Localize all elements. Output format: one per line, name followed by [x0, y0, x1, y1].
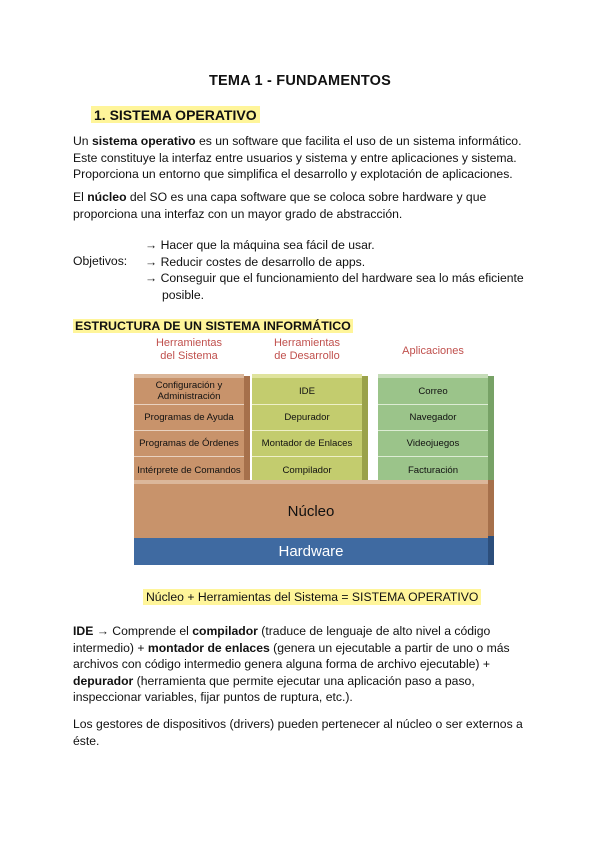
app-cell: Navegador: [378, 405, 488, 431]
os-formula: Núcleo + Herramientas del Sistema = SISTEMA OPERATIVO: [143, 589, 481, 605]
title-line: Herramientas: [273, 337, 341, 349]
text: (traduce de lenguaje de alto nivel a código intermedio) +: [73, 624, 491, 655]
objectives-list: [145, 237, 525, 303]
text: (genera un ejecutable a partir de uno o más archivos con código intermedio genera alguna forma de archivo ejecutable) +: [73, 640, 510, 671]
bold-term: IDE: [73, 624, 94, 638]
tool-cell: Intérprete de Comandos: [137, 465, 241, 476]
objective-item: → Reducir costes de desarrollo de apps.: [145, 254, 366, 269]
section-title: SISTEMA OPERATIVO: [109, 107, 257, 123]
tool-cell: Compilador: [282, 465, 332, 476]
kernel-side-shade: [488, 480, 494, 538]
section-number: 1.: [94, 107, 106, 123]
tool-cell: Depurador: [252, 405, 362, 431]
hardware-side-shade: [488, 536, 494, 565]
section-heading: [91, 106, 260, 123]
column-title-system-tools: [134, 337, 244, 363]
bold-term: núcleo: [87, 190, 127, 204]
column-side-shade: [244, 376, 250, 480]
os-definition-paragraph: [73, 133, 533, 183]
title-line: Aplicaciones: [402, 345, 464, 357]
column-side-shade: [362, 376, 368, 480]
system-tools-column: [134, 378, 244, 484]
system-structure-diagram: [134, 337, 494, 569]
app-cell: Correo: [378, 378, 488, 405]
structure-heading: ESTRUCTURA DE UN SISTEMA INFORMÁTICO: [75, 319, 351, 333]
bold-term: compilador: [192, 624, 258, 638]
apps-column: [378, 378, 488, 484]
objectives-label: Objetivos:: [73, 254, 128, 268]
tool-cell: Configuración y Administración: [134, 378, 244, 405]
kernel-layer: Núcleo: [134, 484, 488, 538]
title-line: Herramientas: [155, 337, 223, 349]
page-title: TEMA 1 - FUNDAMENTOS: [208, 73, 392, 89]
tool-cell: Programas de Órdenes: [134, 431, 244, 457]
bold-term: sistema operativo: [91, 134, 196, 148]
column-title-apps: [378, 345, 488, 358]
dev-tools-column: [252, 378, 362, 484]
title-line: de Desarrollo: [274, 350, 340, 362]
bold-term: montador de enlaces: [147, 640, 270, 655]
text: es un software que facilita el uso de un sistema informático. Este constituye la interfaz entre usuarios y sistema y entre aplicaciones y sistema. Proporciona un entorno que simplifica el desarrollo y explotación de aplicaciones.: [73, 134, 522, 181]
drivers-paragraph: Los gestores de dispositivos (drivers) pueden pertenecer al núcleo o ser externos a éste.: [73, 717, 523, 748]
objective-item: → Hacer que la máquina sea fácil de usar.: [145, 238, 375, 252]
app-cell: Videojuegos: [378, 431, 488, 457]
hardware-layer: Hardware: [134, 538, 488, 565]
text: Un: [73, 134, 92, 148]
tool-cell: Montador de Enlaces: [252, 431, 362, 457]
kernel-definition-paragraph: [73, 189, 533, 222]
text: del SO es una capa software que se coloca sobre hardware y que proporciona una interfaz con un mayor grado de abstracción.: [73, 190, 487, 221]
tool-cell: IDE: [252, 378, 362, 405]
bold-term: depurador: [73, 673, 134, 688]
title-line: del Sistema: [160, 350, 218, 362]
column-title-dev-tools: [252, 337, 362, 363]
objective-item: → Conseguir que el funcionamiento del hardware sea lo más eficiente posible.: [145, 271, 524, 302]
ide-paragraph: [73, 623, 535, 706]
text: (herramienta que permite ejecutar una aplicación paso a paso, inspeccionar variables, fijar puntos de ruptura, etc.).: [73, 673, 475, 704]
text: El: [73, 190, 88, 204]
app-cell: Facturación: [407, 465, 459, 476]
text: → Comprende el: [93, 624, 193, 638]
column-side-shade: [488, 376, 494, 480]
tool-cell: Programas de Ayuda: [134, 405, 244, 431]
